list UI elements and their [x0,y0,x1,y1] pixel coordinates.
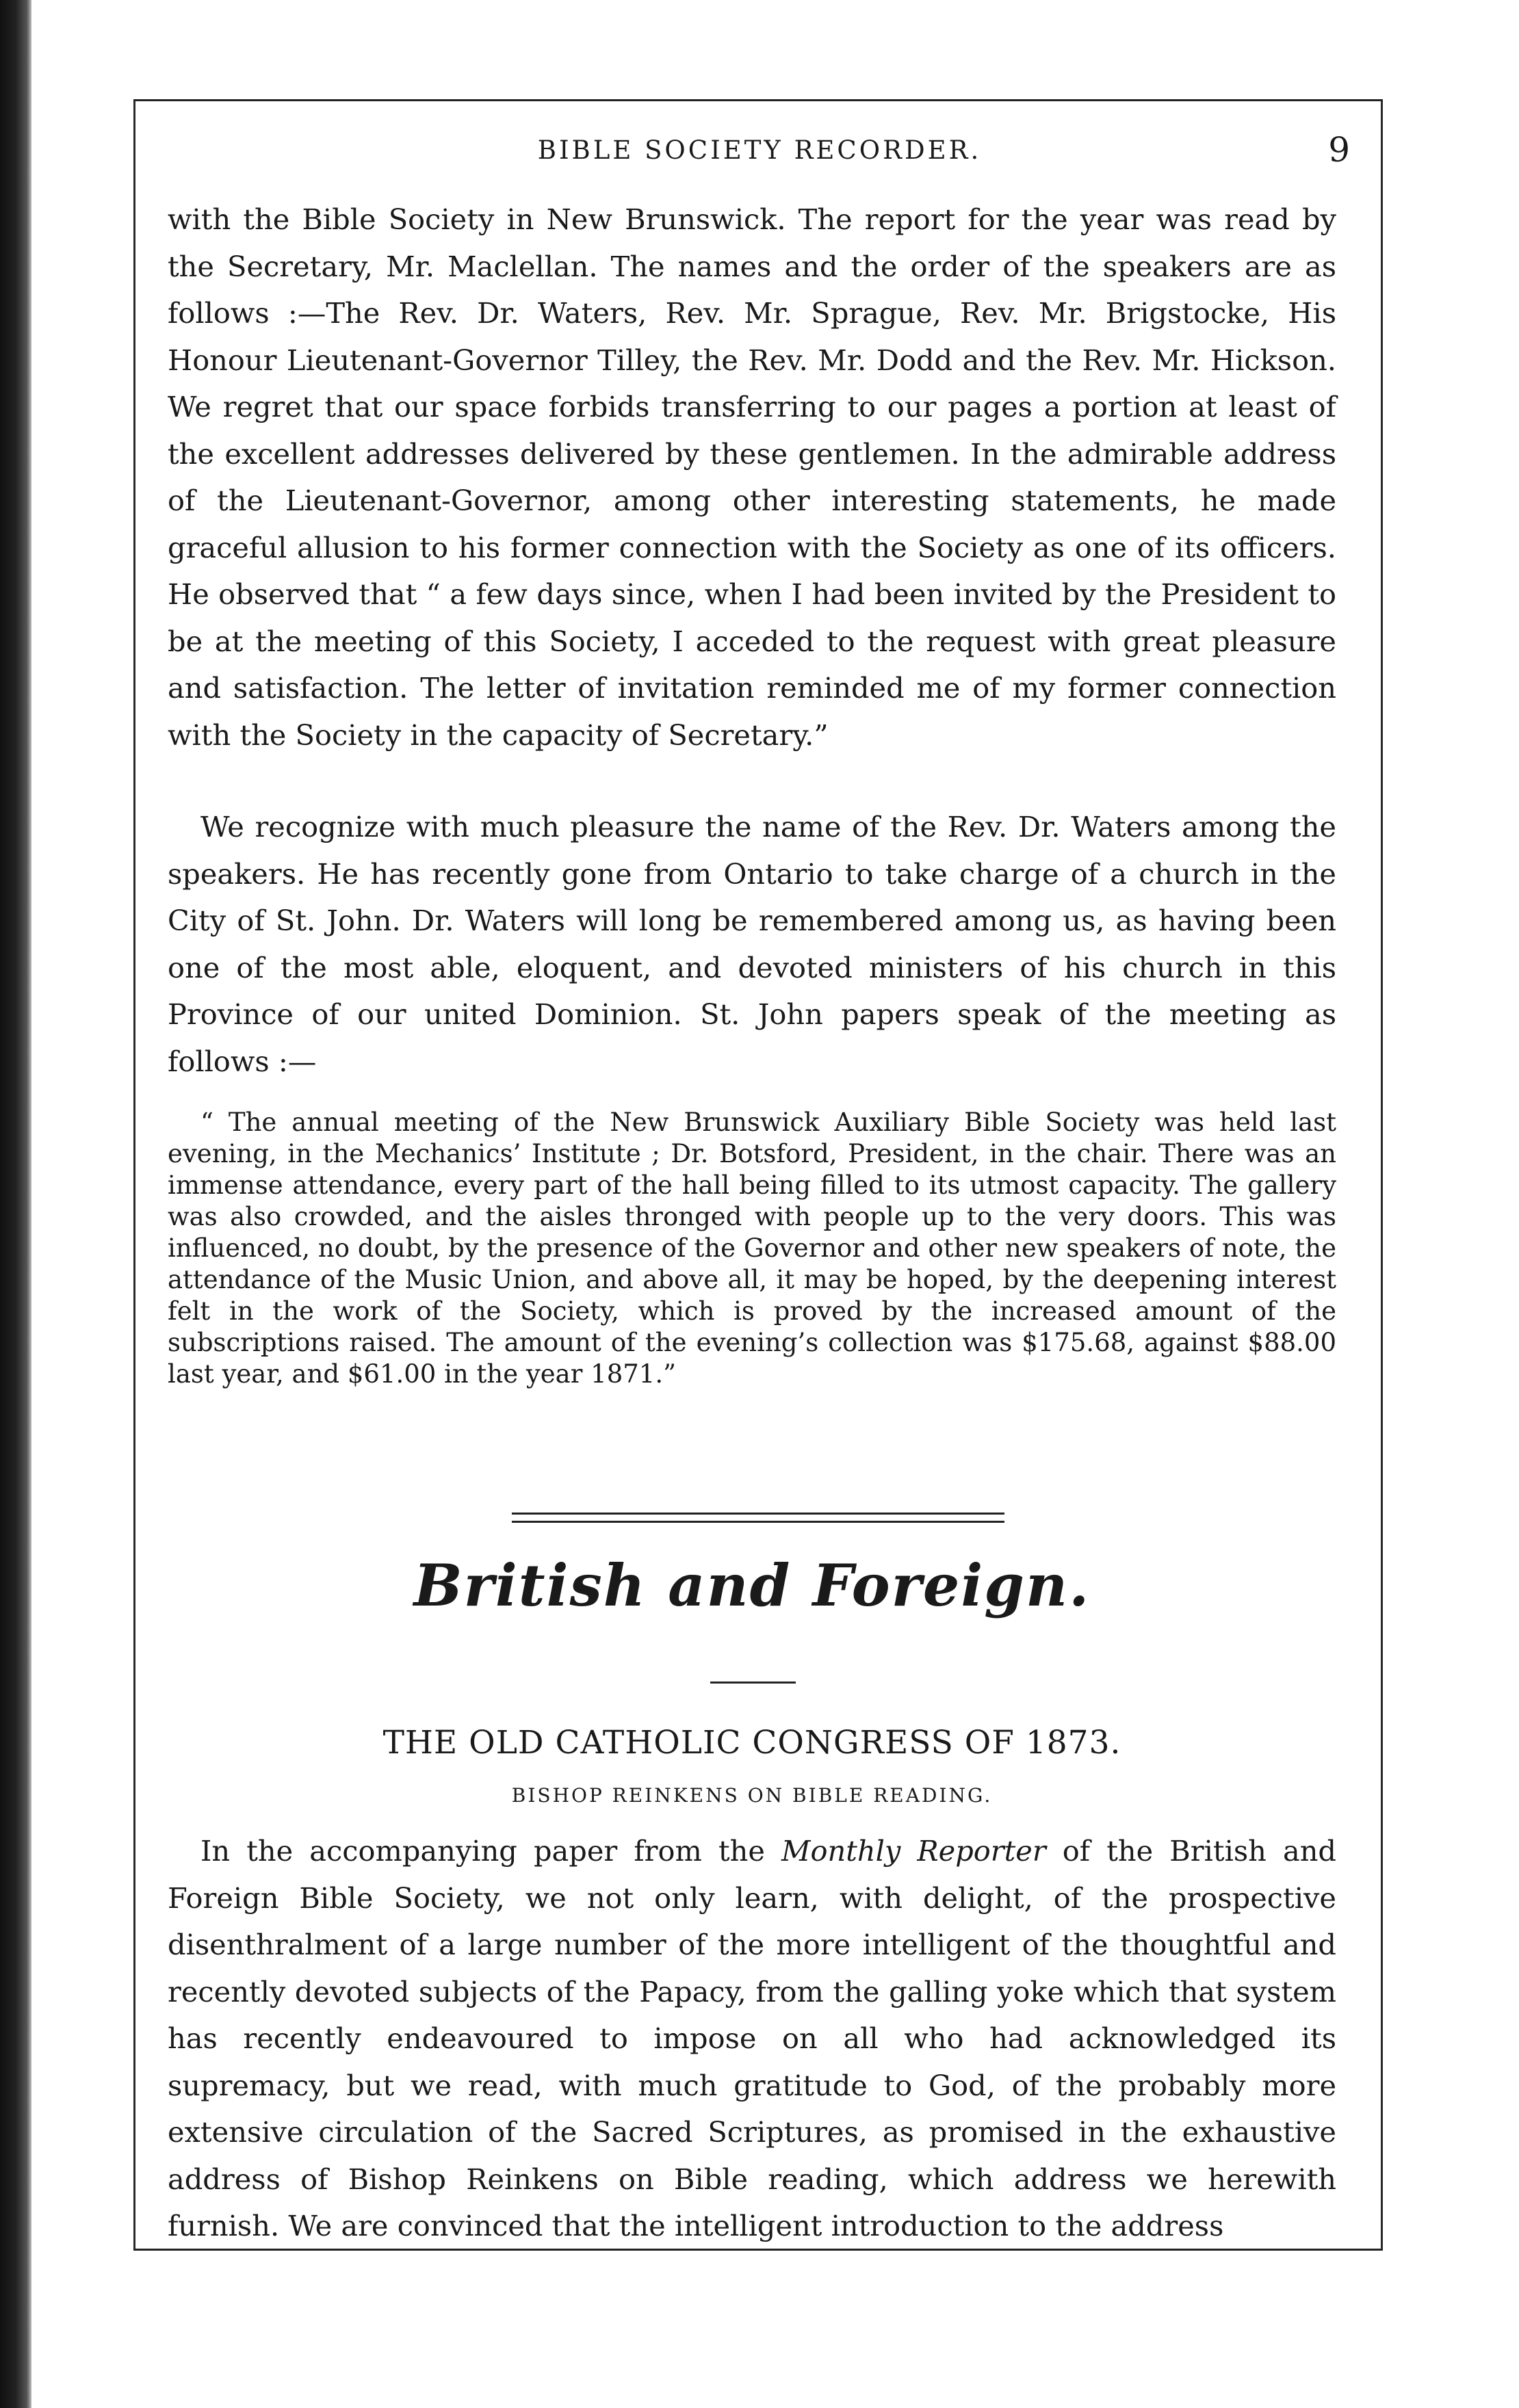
running-title: BIBLE SOCIETY RECORDER. [537,135,982,165]
section-divider-rule [512,1521,1004,1523]
paragraph-text [168,1828,1336,2250]
paragraph-text: We recognize with much pleasure the name of the Rev. Dr. Waters among the speakers. He has recently gone from Ontario to take charge of a church in the City of St. John. Dr. Waters will long be remembered among us, as having been one of the most able, eloquent, and devoted ministers of his church in this Province of our united Dominion. St. John papers speak of the meeting as follows :— [168,810,1336,1078]
article-subtitle: BISHOP REINKENS ON BIBLE READING. [511,1784,993,1807]
paragraph-text-start: In the accompanying paper from the [200,1834,782,1868]
quoted-newspaper-report: “ The annual meeting of the New Brunswick Auxiliary Bible Society was held last evening, in the Mechanics’ Institute ; Dr. Botsford, President, in the chair. There was an immense attendance, every part of the hall being filled to its utmost capacity. The gallery was also crowded, and the aisles thronged with people up to the very doors. This was influenced, no doubt, by the presence of the Governor and other new speakers of note, the attendance of the Music Union, and above all, it may be hoped, by the deepening interest felt in the work of the Society, which is proved by the increased amount of the subscriptions raised. The amount of the evening’s collection was $175.68, against $88.00 last year, and $61.00 in the year 1871.” [168,1108,1336,1389]
heading-underline-rule [710,1681,796,1684]
paragraph-text: with the Bible Society in New Brunswick. The report for the year was read by the Secretary, Mr. Maclellan. The names and the order of the speakers are as follows :—The Rev. Dr. Waters, Rev. Mr. Sprague, Rev. Mr. Brigstocke, His Honour Lieutenant-Governor Tilley, the Rev. Mr. Dodd and the Rev. Mr. Hickson. We regret that our space forbids transferring to our pages a portion at least of the excellent addresses delivered by these gentlemen. In the admirable address of the Lieutenant-Governor, among other interesting statements, he made graceful allusion to his former connection with the Society as one of its officers. He observed that “ a few days since, when I had been invited by the President to be at the meeting of this Society, I acceded to the request with great pleasure and satisfaction. The letter of invitation reminded me of my former connection with the Society in the capacity of Secretary.” [168,202,1336,752]
paragraph-accompanying-paper [168,1828,1336,2250]
paragraph-bible-society-report [168,196,1336,759]
section-divider-rule [512,1513,1004,1515]
section-heading: British and Foreign. [413,1552,1091,1619]
page-binding-edge [0,0,31,2408]
article-title: THE OLD CATHOLIC CONGRESS OF 1873. [382,1724,1121,1762]
publication-title: Monthly Reporter [781,1834,1046,1868]
running-header [168,130,1351,176]
paragraph-rev-dr-waters [168,804,1336,1085]
top-rule [133,99,1383,101]
paragraph-text-rest: of the British and Foreign Bible Society, we not only learn, with delight, of the prospective disenthralment of a large number of the more intelligent of the thoughtful and recently devoted subjects of the Papacy, from the galling yoke which that system has recently endeavoured to impose on all who had acknowledged its supremacy, but we read, with much gratitude to God, of the probably more extensive circulation of the Sacred Scriptures, as promised in the exhaustive address of Bishop Reinkens on Bible reading, which address we herewith furnish. We are convinced that the intelligent introduction to the address [168,1834,1336,2242]
page-number: 9 [1328,130,1350,170]
